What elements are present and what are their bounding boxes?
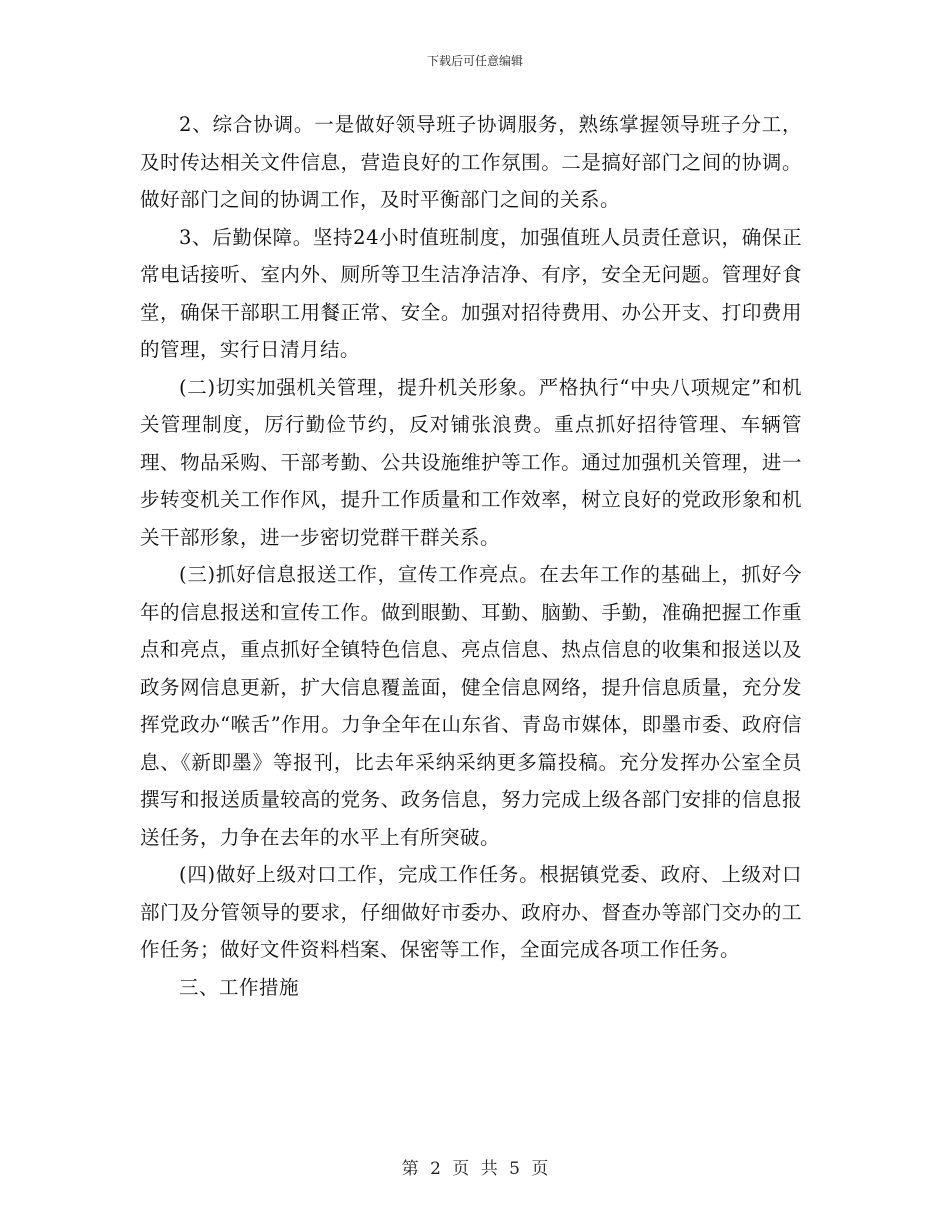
page-header: 下载后可任意编辑 (426, 54, 523, 68)
paragraph-office-management: (二)切实加强机关管理，提升机关形象。严格执行“中央八项规定”和机关管理制度，厉行勤俭节约，反对铺张浪费。重点抓好招待管理、车辆管理、物品采购、干部考勤、公共设施维护等工作。通过加强机关管理，进一步转变机关工作作风，提升工作质量和工作效率，树立良好的党政形象和机关干部形象，进一步密切党群干群关系。 (140, 375, 802, 549)
document-body (140, 106, 802, 1006)
paragraph-coordination: 2、综合协调。一是做好领导班子协调服务，熟练掌握领导班子分工，及时传达相关文件信息，营造良好的工作氛围。二是搞好部门之间的协调。做好部门之间的协调工作，及时平衡部门之间的关系。 (140, 113, 802, 211)
page-footer: 第 2 页 共 5 页 (401, 1159, 549, 1179)
paragraph-information-reporting: (三)抓好信息报送工作，宣传工作亮点。在去年工作的基础上，抓好今年的信息报送和宣传工作。做到眼勤、耳勤、脑勤、手勤，准确把握工作重点和亮点，重点抓好全镇特色信息、亮点信息、热点信息的收集和报送以及政务网信息更新，扩大信息覆盖面，健全信息网络，提升信息质量，充分发挥党政办“喉舌”作用。力争全年在山东省、青岛市媒体，即墨市委、政府信息、《新即墨》等报刊，比去年采纳采纳更多篇投稿。充分发挥办公室全员撰写和报送质量较高的党务、政务信息，努力完成上级各部门安排的信息报送任务，力争在去年的水平上有所突破。 (140, 563, 802, 849)
paragraph-superior-tasks: (四)做好上级对口工作，完成工作任务。根据镇党委、政府、上级对口部门及分管领导的要求，仔细做好市委办、政府办、督查办等部门交办的工作任务；做好文件资料档案、保密等工作，全面完成各项工作任务。 (140, 863, 802, 961)
section-heading-measures: 三、工作措施 (179, 975, 300, 999)
paragraph-logistics: 3、后勤保障。坚持24小时值班制度，加强值班人员责任意识，确保正常电话接听、室内外、厕所等卫生洁净洁净、有序，安全无问题。管理好食堂，确保干部职工用餐正常、安全。加强对招待费用、办公开支、打印费用的管理，实行日清月结。 (140, 225, 802, 361)
